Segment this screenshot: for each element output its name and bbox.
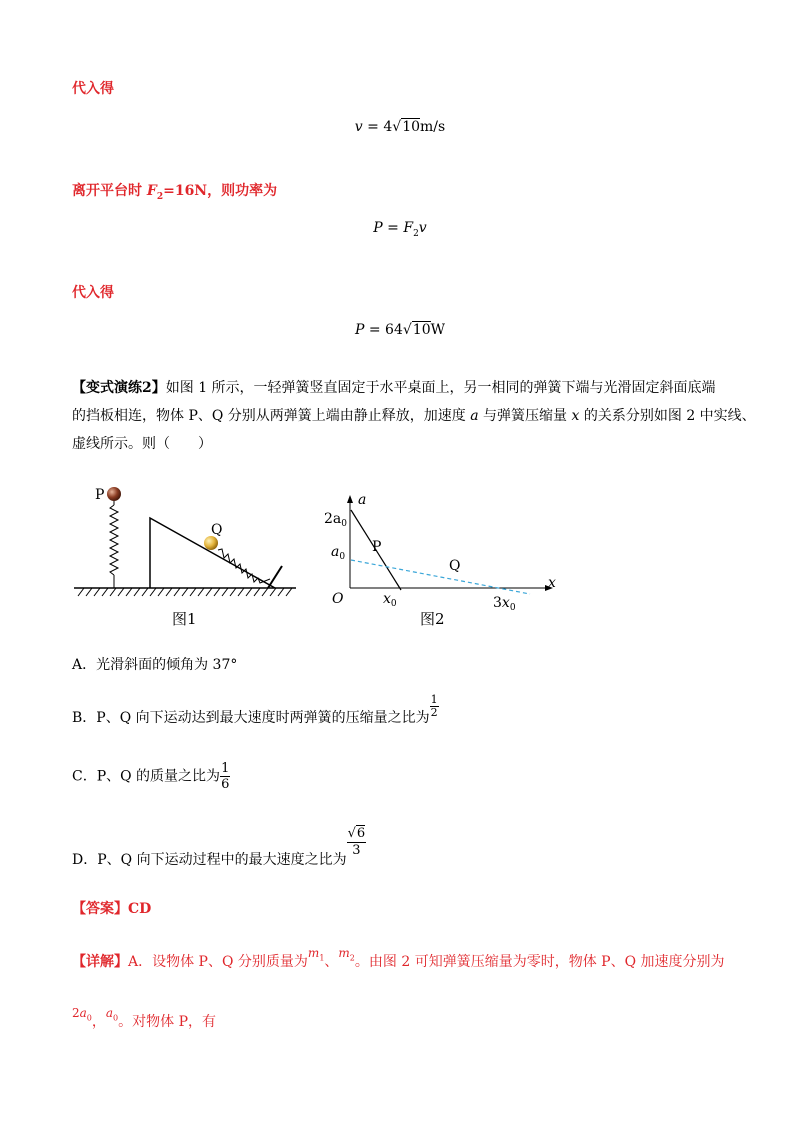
option-D: D．P、Q 向下运动过程中的最大速度之比为 $\frac{√6}{3}$ <box>72 826 366 868</box>
detail-line-1: 【详解】A．设物体 P、Q 分别质量为$m_1$、$m_2$。由图 2 可知弹簧压缩量为零时，物体 P、Q 加速度分别为 <box>72 946 725 970</box>
series-Q-label: Q <box>449 558 461 574</box>
ball-P <box>107 487 121 501</box>
figure-2-graph <box>315 490 560 615</box>
option-C: C．P、Q 的质量之比为 $\frac{1}{6}$ <box>72 761 230 792</box>
answer-tag: 【答案】 <box>72 901 128 917</box>
problem-tag: 【变式演练2】 <box>72 380 166 396</box>
option-A: A．光滑斜面的倾角为 37° <box>72 657 238 673</box>
option-D-fraction: $\frac{√6}{3}$ <box>347 826 366 858</box>
tick-a0: $a_0$ <box>331 544 346 562</box>
formula-v-lhs: v <box>354 119 363 135</box>
tick-2a0: $2a_0$ <box>324 511 347 529</box>
tick-x0: $x_0$ <box>383 591 397 609</box>
spring-incline <box>218 549 270 583</box>
mass-m2: $m_2$ <box>338 946 355 963</box>
stopper-plate <box>268 566 282 588</box>
detail-line-2: $2a_0$，$a_0$。对物体 P，有 <box>72 1006 217 1030</box>
option-B: B．P、Q 向下运动达到最大速度时两弹簧的压缩量之比为 $\frac{1}{2}$ <box>72 693 438 726</box>
problem-statement: 【变式演练2】如图 1 所示，一轻弹簧竖直固定于水平桌面上，另一相同的弹簧下端与光滑固定斜面底端 的挡板相连，物体 P、Q 分别从两弹簧上端由静止释放，加速度 a 与弹簧压缩量 x 的关系分别如图 2 中实线、 虚线所示。则（ ） <box>72 380 756 452</box>
series-Q-line <box>351 560 530 594</box>
accel-a0: $a_0$ <box>105 1006 119 1023</box>
option-C-fraction: $\frac{1}{6}$ <box>221 761 230 792</box>
mass-m1: $m_1$ <box>307 946 325 963</box>
origin-label: O <box>332 591 344 607</box>
substitute-label-2: 代入得 <box>72 285 114 301</box>
answer-line <box>72 898 151 918</box>
tick-3x0: $3x_0$ <box>493 595 516 613</box>
substitute-label-1: 代入得 <box>72 81 114 97</box>
ball-Q <box>204 536 218 550</box>
accel-2a0: $2a_0$ <box>72 1006 92 1023</box>
ground-hatch <box>78 588 292 596</box>
formula-v-unit: m/s <box>420 119 446 135</box>
formula-v-eq: = 4 <box>362 119 393 135</box>
label-Q: Q <box>211 522 223 538</box>
label-P: P <box>95 487 105 503</box>
formula-v-radicand: 10 <box>402 119 421 135</box>
answer-value: CD <box>128 901 152 917</box>
figure-1-caption: 图1 <box>172 610 197 628</box>
spring-vertical <box>110 505 118 575</box>
option-B-fraction: $\frac{1}{2}$ <box>430 693 438 719</box>
y-axis-arrow <box>347 495 353 503</box>
leave-platform-text: 离开平台时 $F_2=16N$，则功率为 <box>72 183 278 202</box>
y-axis-label: a <box>358 492 367 508</box>
figure-2-caption: 图2 <box>420 610 445 628</box>
x-axis-label: x <box>548 575 556 591</box>
detail-tag: 【详解】 <box>72 954 128 970</box>
formula-power-value: P = 64√10W <box>354 322 445 338</box>
formula-velocity: v = 4√10m/s <box>354 119 446 135</box>
series-P-label: P <box>372 539 382 555</box>
formula-power: $P = F_2v$ <box>373 220 427 239</box>
